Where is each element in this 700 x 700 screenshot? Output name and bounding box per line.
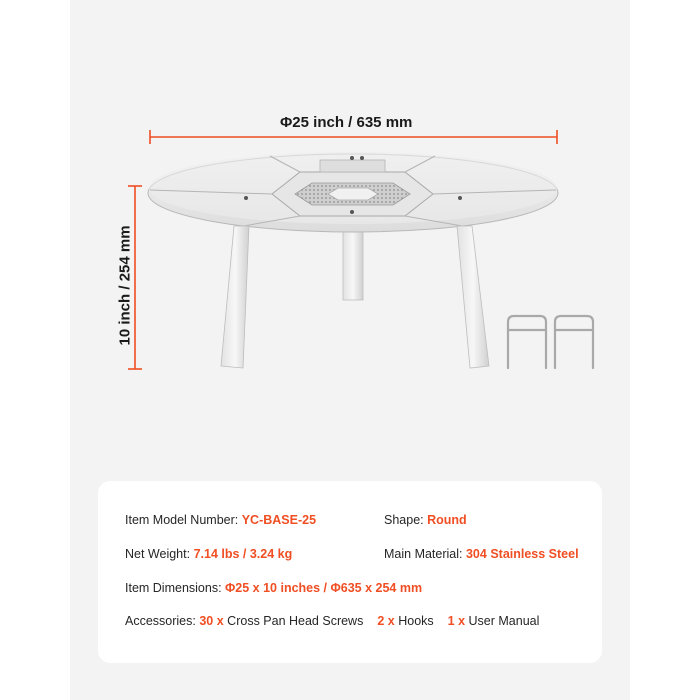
spec-net-weight: Net Weight: 7.14 lbs / 3.24 kg xyxy=(125,547,293,561)
width-dimension-line xyxy=(150,130,557,144)
spec-material-value: 304 Stainless Steel xyxy=(465,547,579,561)
width-dimension-label: Φ25 inch / 635 mm xyxy=(280,114,413,131)
height-dimension-label: 10 inch / 254 mm xyxy=(116,225,134,346)
spec-shape-value: Round xyxy=(427,513,467,527)
spec-shape: Shape: Round xyxy=(384,513,467,527)
table-leg-left xyxy=(221,226,249,368)
spec-item-dimensions: Item Dimensions: Φ25 x 10 inches / Φ635 x 254 mm xyxy=(125,581,423,595)
table-top xyxy=(148,152,558,232)
hook-accessory-left xyxy=(508,316,546,368)
spec-main-material: Main Material: 304 Stainless Steel xyxy=(384,547,579,561)
hook-accessory-right xyxy=(555,316,593,368)
table-leg-right xyxy=(457,226,489,368)
spec-model-number: Item Model Number: YC-BASE-25 xyxy=(125,513,317,527)
spec-card xyxy=(98,481,602,663)
spec-accessories: Accessories: 30 x Cross Pan Head Screws 2 x Hooks 1 x User Manual xyxy=(125,614,540,628)
accessory-name: Cross Pan Head Screws xyxy=(227,614,364,628)
accessory-qty: 2 x xyxy=(377,614,395,628)
spec-weight-value: 7.14 lbs / 3.24 kg xyxy=(193,547,293,561)
accessory-name: User Manual xyxy=(468,614,540,628)
accessory-qty: 30 x xyxy=(199,614,224,628)
spec-dimensions-value: Φ25 x 10 inches / Φ635 x 254 mm xyxy=(225,581,423,595)
accessory-qty: 1 x xyxy=(447,614,466,628)
accessory-name: Hooks xyxy=(398,614,434,628)
spec-model-value: YC-BASE-25 xyxy=(241,513,317,527)
table-leg-back xyxy=(343,225,363,300)
